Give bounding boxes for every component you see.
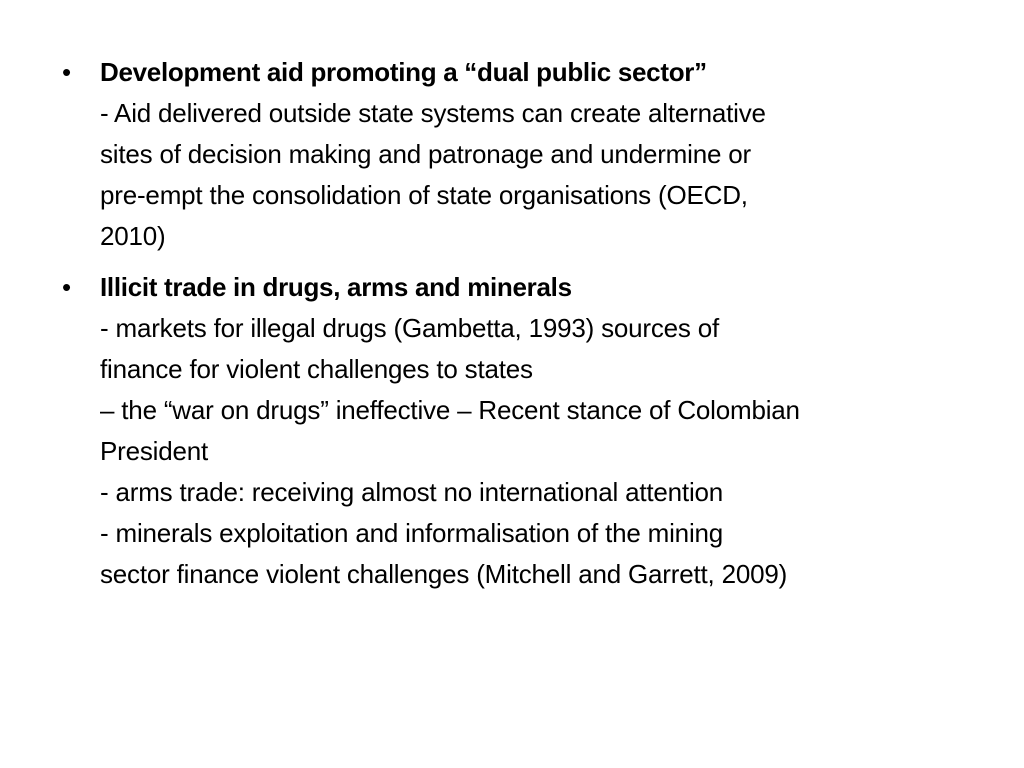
bullet-text-line: 2010): [100, 221, 166, 251]
bullet-text-line: sites of decision making and patronage and undermine or: [100, 139, 751, 169]
bullet-text-line: - markets for illegal drugs (Gambetta, 1993) sources of: [100, 313, 720, 343]
bullet-icon: •: [62, 272, 72, 302]
bullet-text-line: pre-empt the consolidation of state organisations (OECD,: [100, 180, 748, 210]
bullet-item-illicit-trade: [58, 267, 988, 595]
bullet-text-line: - arms trade: receiving almost no international attention: [100, 477, 724, 507]
bullet-text-line: finance for violent challenges to states: [100, 354, 533, 384]
bullet-text-line: sector finance violent challenges (Mitchell and Garrett, 2009): [100, 559, 788, 589]
bullet-icon: •: [62, 57, 72, 87]
bullet-text-line: - Aid delivered outside state systems can create alternative: [100, 98, 766, 128]
bullet-heading: Illicit trade in drugs, arms and minerals: [100, 272, 572, 302]
bullet-list: [58, 52, 988, 605]
bullet-text-line: – the “war on drugs” ineffective – Recent stance of Colombian: [100, 395, 800, 425]
bullet-text-line: - minerals exploitation and informalisation of the mining: [100, 518, 724, 548]
bullet-heading: Development aid promoting a “dual public sector”: [100, 57, 707, 87]
bullet-text-line: President: [100, 436, 209, 466]
bullet-item-dual-public-sector: [58, 52, 988, 257]
